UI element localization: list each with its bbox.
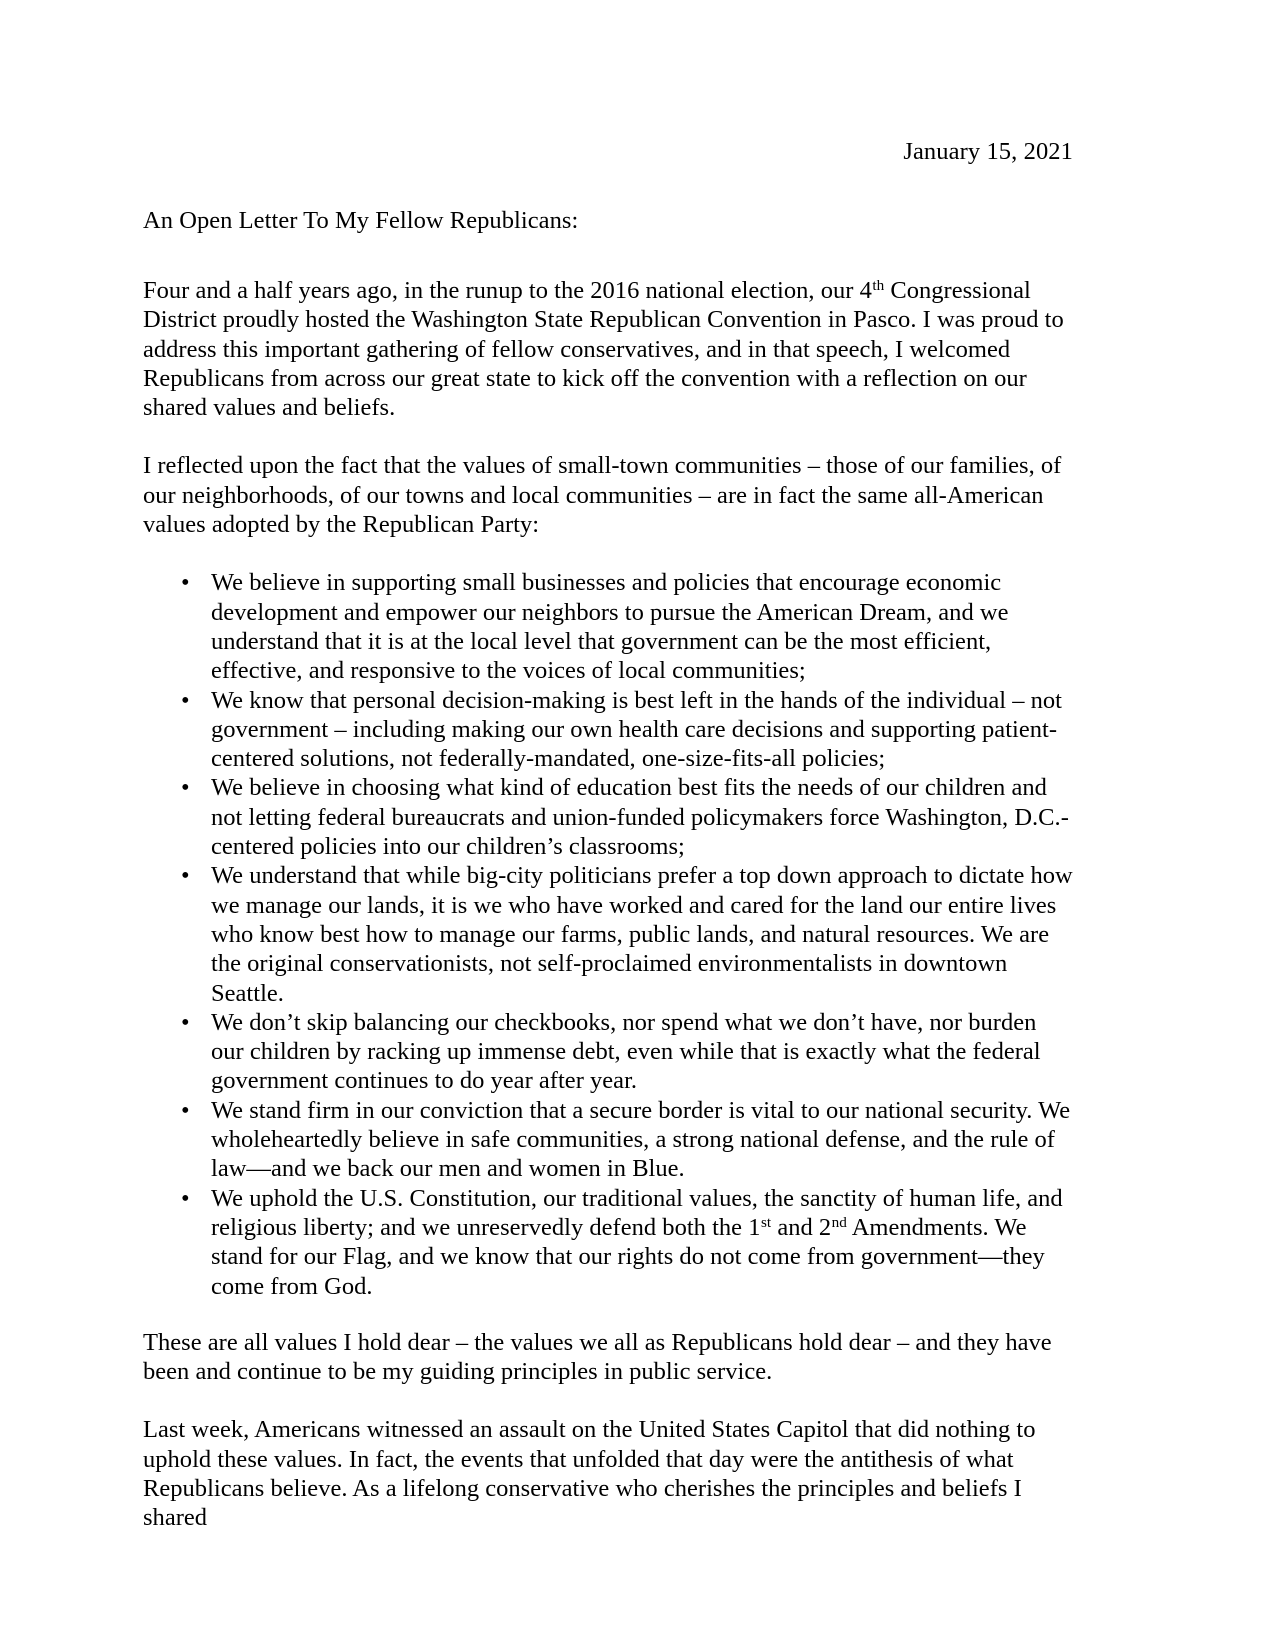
bullet-icon: • bbox=[181, 1008, 190, 1036]
letter-salutation: An Open Letter To My Fellow Republicans: bbox=[143, 206, 579, 234]
bullet-text bbox=[211, 774, 1069, 860]
bullet-education bbox=[143, 773, 1073, 861]
bullet-small-business bbox=[143, 568, 1073, 685]
text-run: Amendments. We stand for our Flag, and we know that our rights do not come from government—they come from God. bbox=[211, 1213, 1045, 1300]
bullet-text bbox=[211, 569, 1008, 684]
text-run: We believe in choosing what kind of education best fits the needs of our children and not letting federal bureaucrats and union-funded policymakers force Washington, D.C.-centered policies into our children’s classrooms; bbox=[211, 774, 1069, 861]
ordinal-superscript: st bbox=[761, 1214, 772, 1232]
bullet-border-security bbox=[143, 1096, 1073, 1184]
bullet-icon: • bbox=[181, 569, 190, 597]
ordinal-superscript: th bbox=[872, 277, 885, 295]
bullet-icon: • bbox=[181, 1184, 190, 1212]
letter-content bbox=[143, 140, 1073, 1533]
text-run: and 2 bbox=[771, 1213, 832, 1241]
bullet-personal-decisions bbox=[143, 686, 1073, 774]
text-run: We know that personal decision-making is best left in the hands of the individual – not government – including making our own health care decisions and supporting patient-centered solutions, not federally-mandated, one-size-fits-all policies; bbox=[211, 686, 1062, 773]
bullet-text bbox=[211, 1009, 1041, 1095]
text-run: These are all values I hold dear – the values we all as Republicans hold dear – and they have been and continue to be my guiding principles in public service. bbox=[143, 1328, 1052, 1386]
text-run: We believe in supporting small businesses and policies that encourage economic development and empower our neighbors to pursue the American Dream, and we understand that it is at the local level that government can be the most efficient, effective, and responsive to the voices of local communities; bbox=[211, 569, 1009, 685]
bullet-icon: • bbox=[181, 1096, 190, 1124]
text-run: We uphold the U.S. Constitution, our traditional values, the sanctity of human life, and religious liberty; and we unreservedly defend both the 1 bbox=[211, 1184, 1063, 1241]
bullet-text bbox=[211, 1097, 1070, 1183]
bullet-icon: • bbox=[181, 686, 190, 714]
para-convention bbox=[143, 276, 1073, 422]
bullet-land-management bbox=[143, 861, 1073, 1007]
bullet-text bbox=[211, 687, 1062, 773]
text-run: Congressional District proudly hosted the Washington State Republican Convention in Pasco. I was proud to address this important gathering of fellow conservatives, and in that speech, I welcomed Republicans from across our great state to kick off the convention with a reflection on our shared values and beliefs. bbox=[143, 277, 1064, 422]
bullet-fiscal-responsibility bbox=[143, 1008, 1073, 1096]
ordinal-superscript: nd bbox=[831, 1214, 847, 1232]
text-run: Four and a half years ago, in the runup to the 2016 national election, our 4 bbox=[143, 277, 872, 304]
para-reflection bbox=[143, 451, 1073, 539]
bullet-text bbox=[211, 1185, 1063, 1300]
text-run: We don’t skip balancing our checkbooks, nor spend what we don’t have, nor burden our children by racking up immense debt, even while that is exactly what the federal government continues to do year after year. bbox=[211, 1008, 1041, 1095]
bullet-text bbox=[211, 862, 1073, 1006]
intro-paragraphs bbox=[143, 276, 1073, 539]
text-run: We understand that while big-city politicians prefer a top down approach to dictate how we manage our lands, it is we who have worked and cared for the land our entire lives who know best how to manage our farms, public lands, and natural resources. We are the original conservationists, not self-proclaimed environmentalists in downtown Seattle. bbox=[211, 862, 1073, 1007]
closing-paragraphs bbox=[143, 1328, 1073, 1533]
bullet-constitution bbox=[143, 1184, 1073, 1301]
para-capitol bbox=[143, 1415, 1073, 1532]
shared-values-list bbox=[143, 568, 1073, 1300]
text-run: We stand firm in our conviction that a secure border is vital to our national security. We wholeheartedly believe in safe communities, a strong national defense, and the rule of law—and we back our men and women in Blue. bbox=[211, 1096, 1071, 1183]
bullet-icon: • bbox=[181, 774, 190, 802]
para-guiding-principles bbox=[143, 1328, 1073, 1387]
text-run: I reflected upon the fact that the values of small-town communities – those of our families, of our neighborhoods, of our towns and local communities – are in fact the same all-American values adopted by the Republican Party: bbox=[143, 452, 1062, 539]
letter-date: January 15, 2021 bbox=[903, 138, 1073, 165]
bullet-icon: • bbox=[181, 862, 190, 890]
text-run: Last week, Americans witnessed an assault on the United States Capitol that did nothing to uphold these values. In fact, the events that unfolded that day were the antithesis of what Republicans believe. As a lifelong conservative who cherishes the principles and beliefs I shared bbox=[143, 1416, 1036, 1532]
